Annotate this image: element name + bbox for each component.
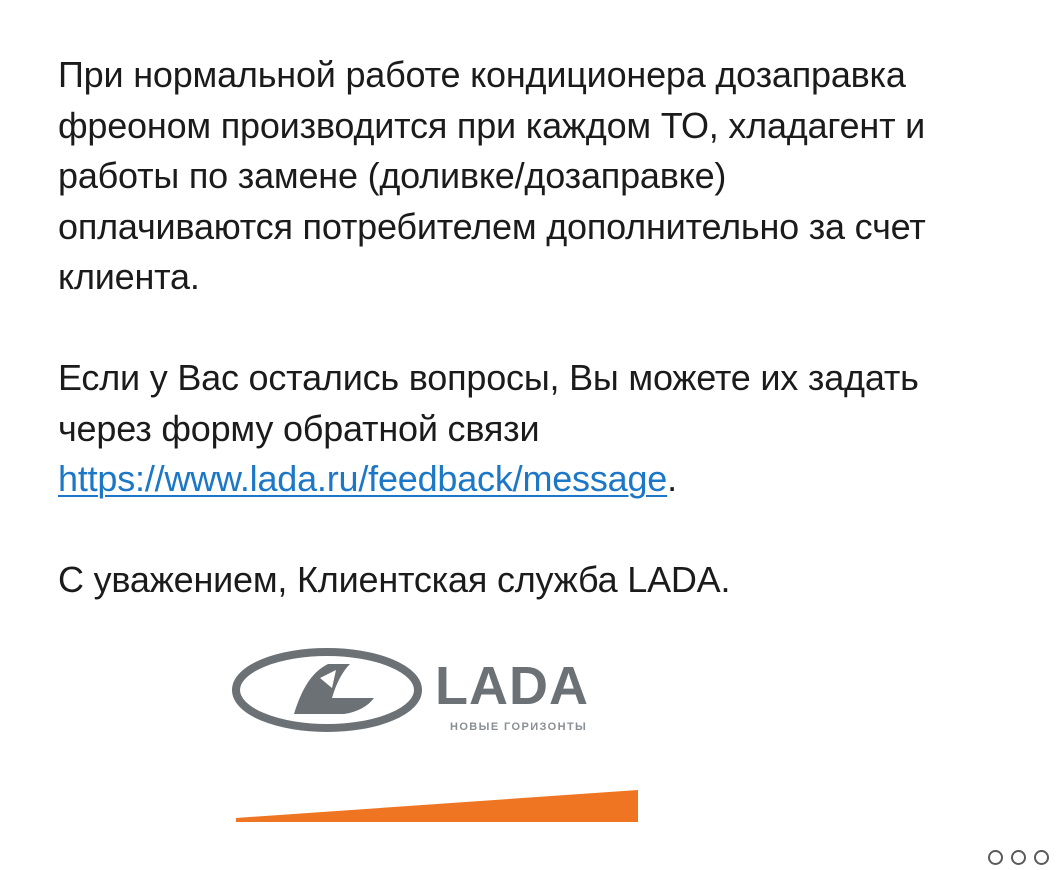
message-paragraph-1 [58, 50, 1018, 303]
message-line: Если у Вас остались вопросы, Вы можете их задать [58, 357, 919, 398]
message-line: При нормальной работе кондиционера дозаправка [58, 54, 906, 95]
dot [1011, 850, 1026, 865]
link-trailing-punctuation: . [667, 458, 677, 499]
message-paragraph-2 [58, 353, 1018, 505]
logo-slogan: НОВЫЕ ГОРИЗОНТЫ [450, 721, 588, 733]
paragraph-spacer [58, 505, 1018, 556]
dot [1034, 850, 1049, 865]
feedback-link[interactable]: https://www.lada.ru/feedback/message [58, 458, 668, 499]
message-line: фреоном производится при каждом ТО, хладагент и [58, 104, 926, 146]
more-dots-icon[interactable] [986, 850, 1049, 868]
message-line: работы по замене (доливке/дозаправке) [58, 155, 727, 196]
lada-boat-emblem-icon [232, 648, 422, 732]
message-body [58, 50, 1018, 606]
signature: С уважением, Клиентская служба LADA. [58, 559, 731, 600]
lada-logo [232, 648, 642, 748]
logo-wordmark: LADA [435, 656, 589, 716]
message-line: клиента. [58, 256, 200, 297]
dot [988, 850, 1003, 865]
message-line: через форму обратной связи [58, 407, 540, 449]
message-line: оплачиваются потребителем дополнительно за счет [58, 205, 926, 247]
paragraph-spacer [58, 303, 1018, 354]
orange-accent-stripe [236, 790, 638, 822]
